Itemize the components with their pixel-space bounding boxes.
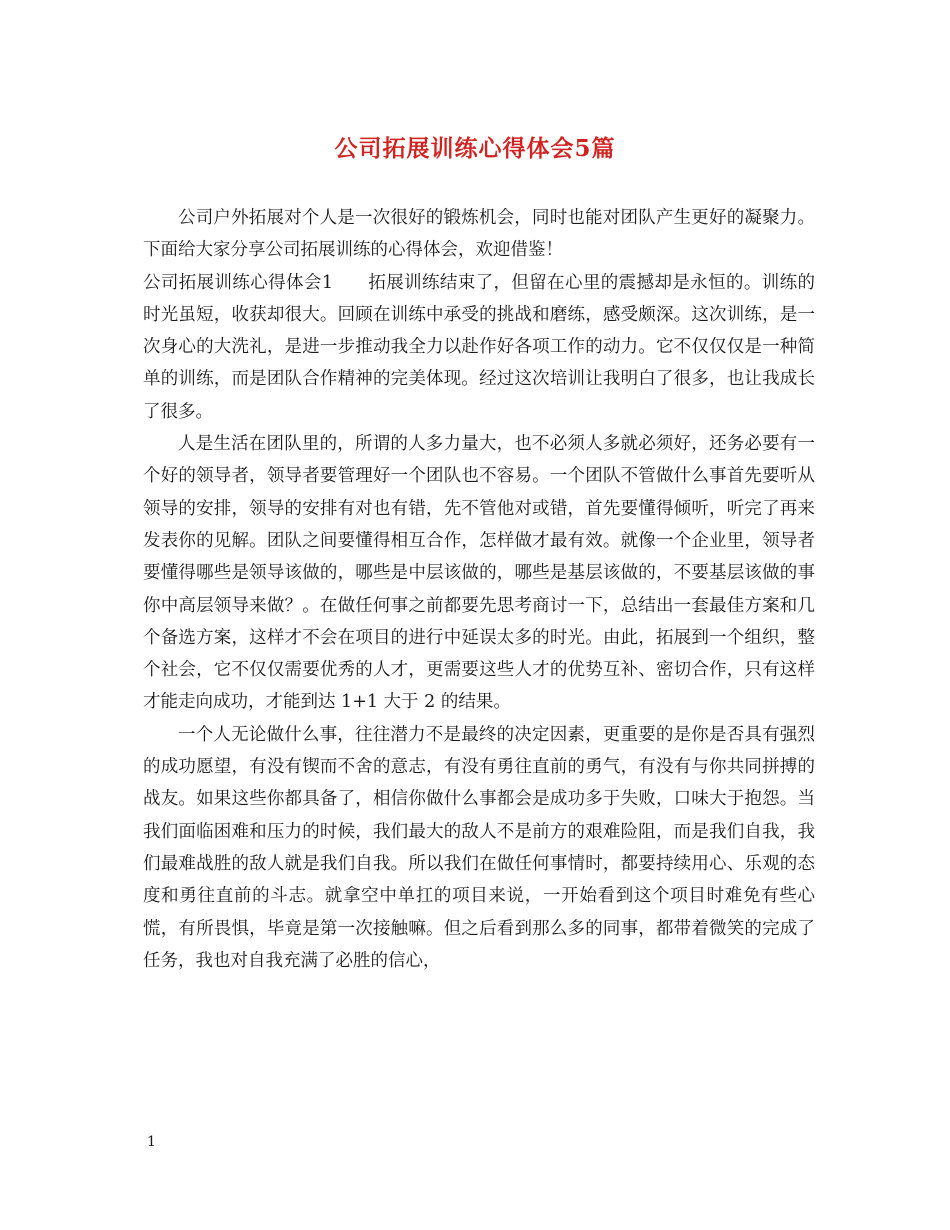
document-body	[143, 202, 815, 977]
section-1-text: 拓展训练结束了，但留在心里的震撼却是永恒的。训练的时光虽短，收获却很大。回顾在训练中承受的挑战和磨练，感受颇深。这次训练，是一次身心的大洗礼，是进一步推动我全力以赴作好各项工作的动力。它不仅仅仅是一种简单的训练，而是团队合作精神的完美体现。经过这次培训让我明白了很多，也让我成长了很多。	[143, 272, 815, 422]
page-number: 1	[147, 1134, 156, 1150]
paragraph-3: 一个人无论做什么事，往往潜力不是最终的决定因素，更重要的是你是否具有强烈的成功愿望，有没有锲而不舍的意志，有没有勇往直前的勇气，有没有与你共同拼搏的战友。如果这些你都具备了，相信你做什么事都会是成功多于失败，口味大于抱怨。当我们面临困难和压力的时候，我们最大的敌人不是前方的艰难险阻，而是我们自我，我们最难战胜的敌人就是我们自我。所以我们在做任何事情时，都要持续用心、乐观的态度和勇往直前的斗志。就拿空中单扛的项目来说，一开始看到这个项目时难免有些心慌，有所畏惧，毕竟是第一次接触嘛。但之后看到那么多的同事，都带着微笑的完成了任务，我也对自我充满了必胜的信心，	[143, 724, 815, 971]
paragraph-2: 人是生活在团队里的，所谓的人多力量大，也不必须人多就必须好，还务必要有一个好的领导者，领导者要管理好一个团队也不容易。一个团队不管做什么事首先要听从领导的安排，领导的安排有对也有错，先不管他对或错，首先要懂得倾听，听完了再来发表你的见解。团队之间要懂得相互合作，怎样做才最有效。就像一个企业里，领导者要懂得哪些是领导该做的，哪些是中层该做的，哪些是基层该做的，不要基层该做的事你中高层领导来做？。在做任何事之前都要先思考商讨一下，总结出一套最佳方案和几个备选方案，这样才不会在项目的进行中延误太多的时光。由此，拓展到一个组织，整个社会，它不仅仅需要优秀的人才，更需要这些人才的优势互补、密切合作，只有这样才能走向成功，才能到达 1+1 大于 2 的结果。	[143, 434, 815, 713]
intro-paragraph: 公司户外拓展对个人是一次很好的锻炼机会，同时也能对团队产生更好的凝聚力。下面给大家分享公司拓展训练的心得体会，欢迎借鉴！	[143, 208, 815, 261]
section-1-paragraph	[143, 267, 815, 428]
document-title: 公司拓展训练心得体会5篇	[334, 135, 616, 162]
section-1-heading: 公司拓展训练心得体会1	[143, 272, 333, 293]
